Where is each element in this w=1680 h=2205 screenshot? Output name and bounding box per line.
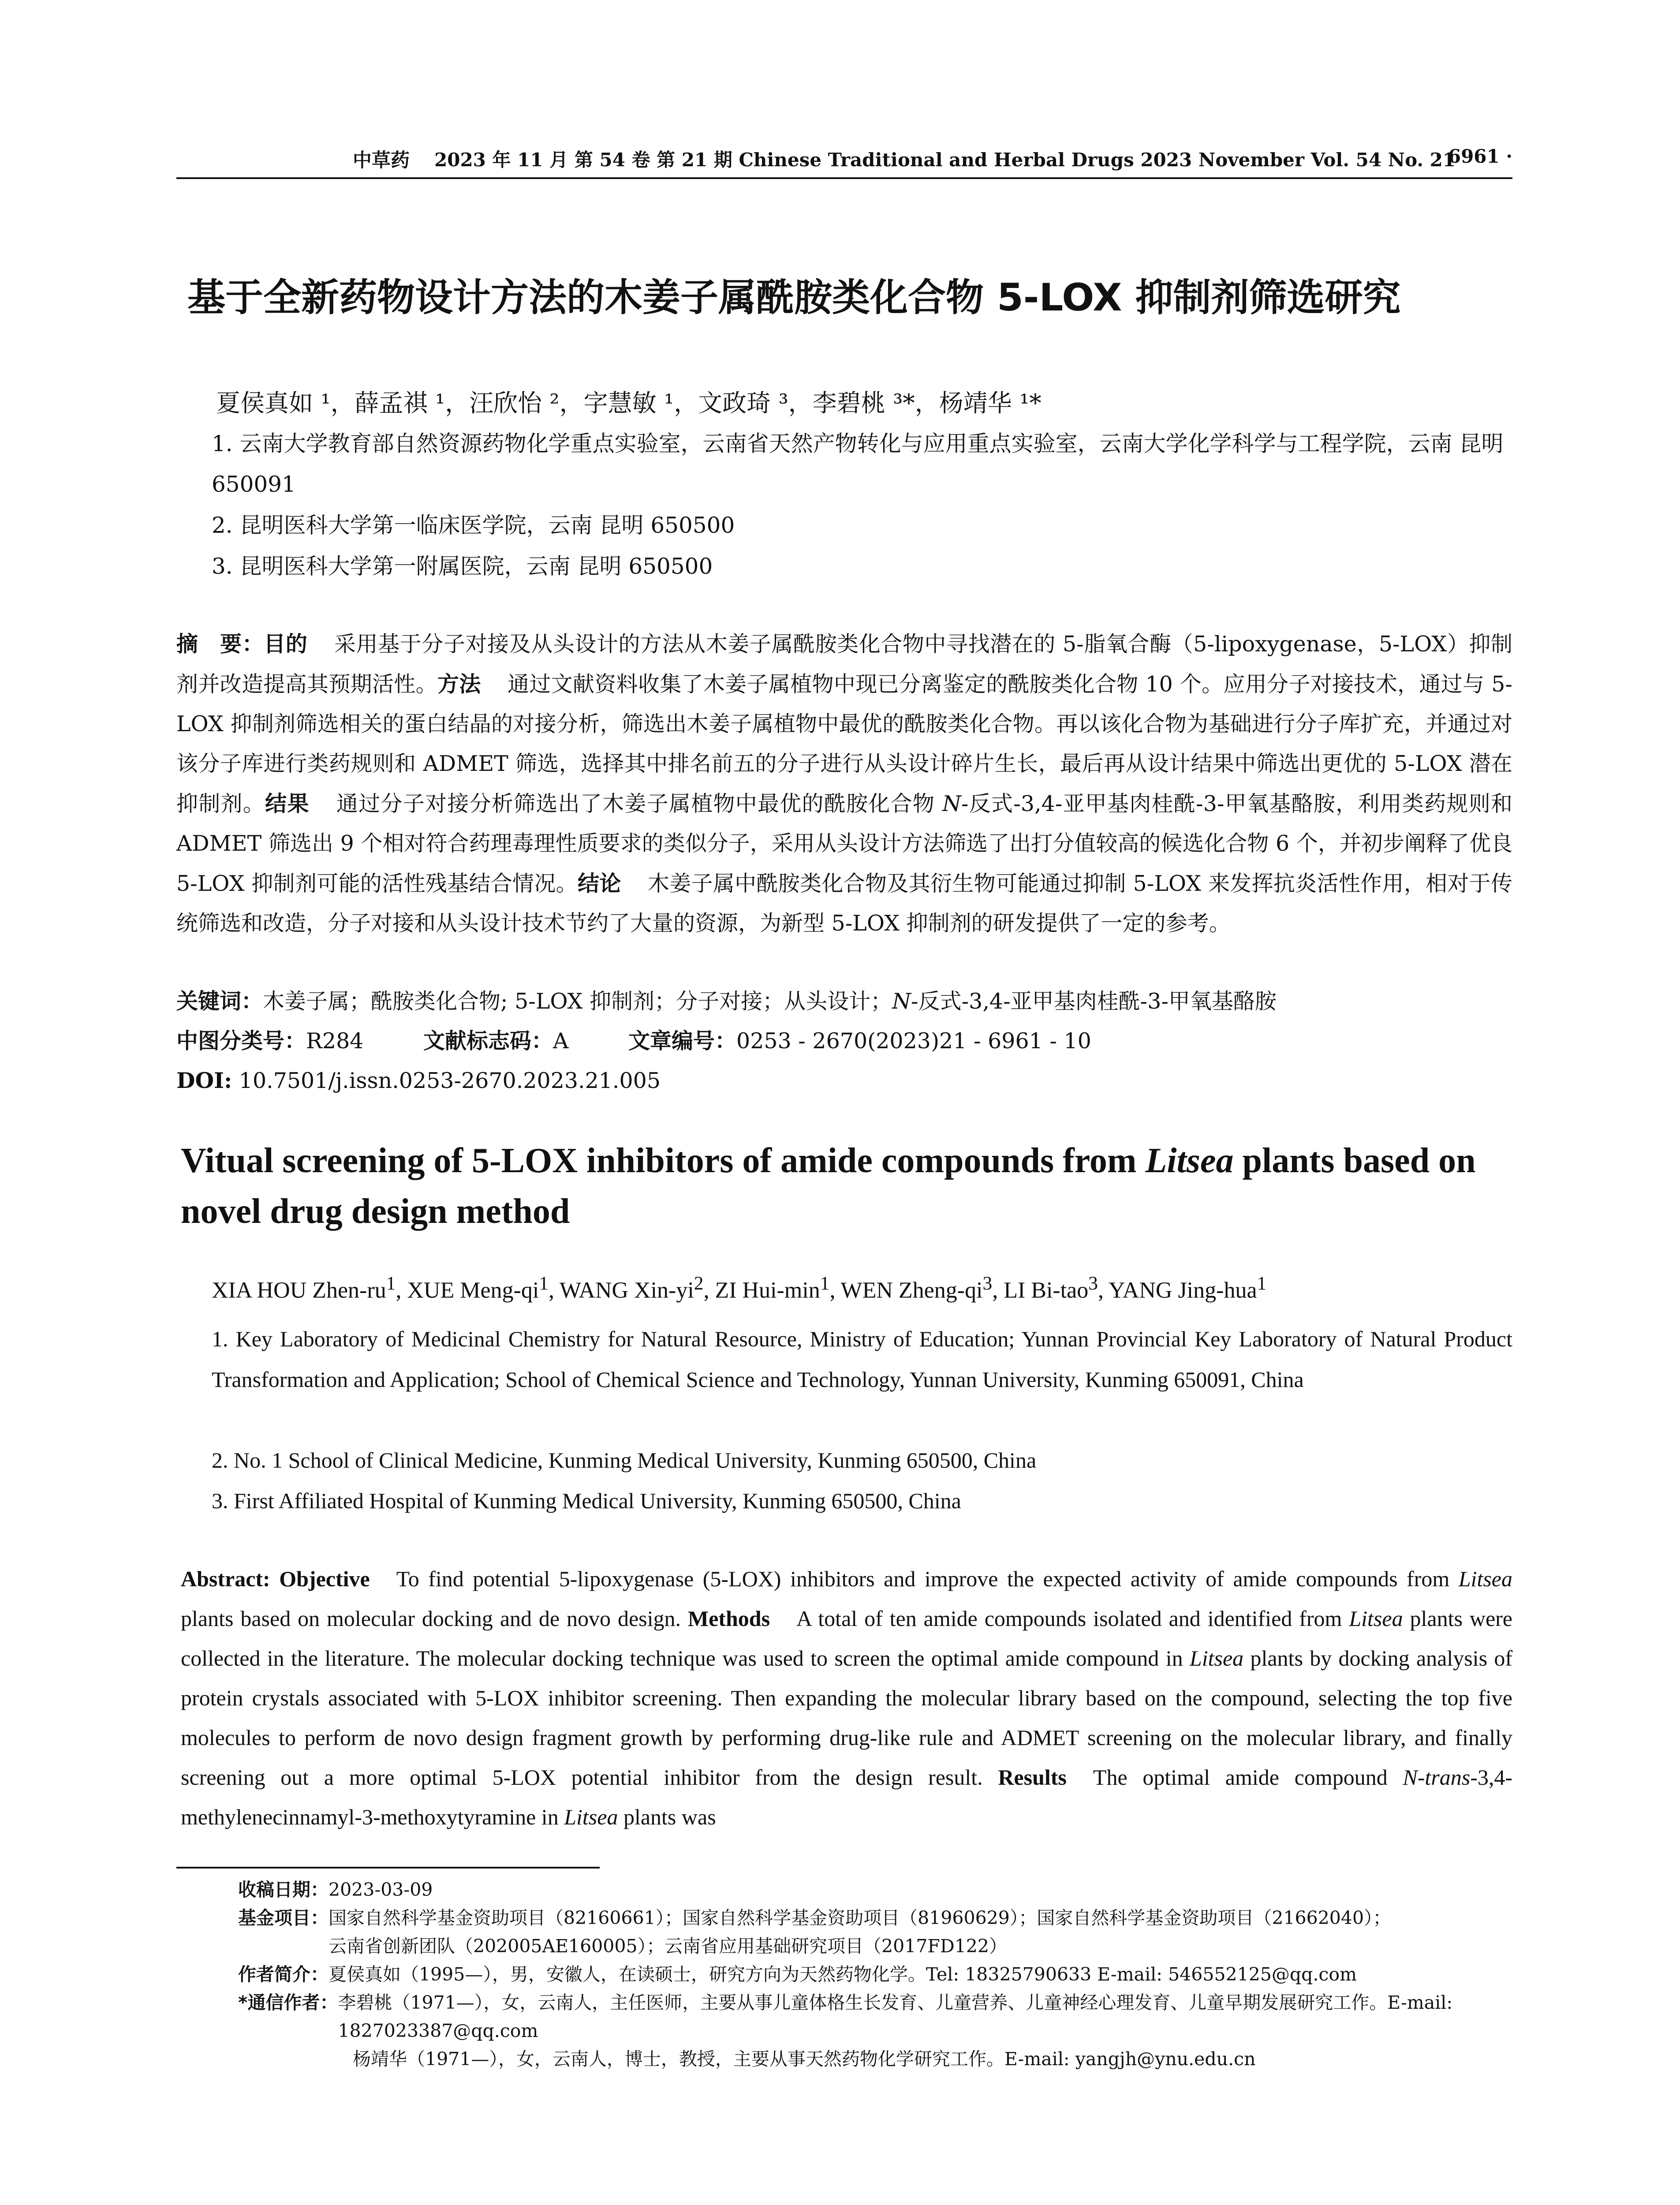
authors-cn: 夏侯真如 ¹，薛孟祺 ¹，汪欣怡 ²，字慧敏 ¹，文政琦 ³，李碧桃 ³*，杨靖华 ¹* — [216, 389, 1042, 417]
author-en: , XUE Meng-qi — [396, 1278, 539, 1303]
affiliation-en-3: 3. First Affiliated Hospital of Kunming Medical University, Kunming 650500, China — [212, 1488, 961, 1513]
author-bio-value: 夏侯真如（1995—），男，安徽人，在读硕士，研究方向为天然药物化学。Tel: 18325790633 E-mail: 546552125@qq.com — [329, 1964, 1357, 1985]
corresponding-label: *通信作者： — [238, 1992, 338, 2013]
affiliation-cn-2: 2. 昆明医科大学第一临床医学院，云南 昆明 650500 — [212, 512, 735, 538]
objective-text-cn: 采用基于分子对接及从头设计的方法从木姜子属酰胺类化合物中寻找潜在的 5-脂氧合酶（5-lipoxygenase，5-LOX）抑制剂并改造提高其预期活性。 — [176, 632, 1512, 697]
methods-label-cn: 方法 — [437, 671, 481, 697]
fund-value-2: 云南省创新团队（202005AE160005）；云南省应用基础研究项目（2017FD122） — [329, 1936, 1007, 1957]
author-en: , YANG Jing-hua — [1098, 1278, 1257, 1303]
results-text-en-2: -3,4-methylenecinnamyl-3-methoxytyramine in — [181, 1765, 1513, 1829]
results-label-cn: 结果 — [265, 791, 310, 816]
methods-text-cn: 通过文献资料收集了木姜子属植物中现已分离鉴定的酰胺类化合物 10 个。应用分子对接技术，通过与 5-LOX 抑制剂筛选相关的蛋白结晶的对接分析，筛选出木姜子属植物中最优的酰胺类化合物。再以该化合物为基础进行分子库扩充，并通过对该分子库进行类药规则和 ADMET 筛选，选择其中排名前五的分子进行从头设计碎片生长，最后再从设计结果中筛选出更优的 5-LOX 潜在抑制剂。 — [176, 672, 1512, 816]
title-en-part-1: Vitual screening of 5-LOX inhibitors of amide compounds from — [181, 1141, 1146, 1180]
header-rule — [176, 177, 1512, 179]
methods-italic-en-1: Litsea — [1349, 1606, 1403, 1631]
doc-code-label: 文献标志码： — [423, 1028, 553, 1054]
keywords-text-cn-1: 木姜子属；酰胺类化合物; 5-LOX 抑制剂；分子对接；从头设计； — [263, 989, 892, 1014]
classification-line — [176, 1021, 1512, 1061]
results-italic-en-2: Litsea — [564, 1805, 618, 1829]
author-sup: 1 — [539, 1273, 549, 1294]
methods-text-en-2: plants were collected in the literature. The molecular docking technique was used to screen the optimal amide compound in — [181, 1606, 1512, 1671]
keywords-italic-cn: N- — [892, 989, 918, 1014]
title-en-italic: Litsea — [1145, 1141, 1234, 1180]
conclusion-label-cn: 结论 — [578, 871, 621, 896]
results-text-cn-2: 反式-3,4-亚甲基肉桂酰-3-甲氧基酪胺，利用类药规则和 ADMET 筛选出 9 个相对符合药理毒理性质要求的类似分子，采用从头设计方法筛选了出打分值较高的候选化合物 6 个，并初步阐释了优良 5-LOX 抑制剂可能的活性残基结合情况。 — [176, 791, 1512, 896]
affiliation-en-2: 2. No. 1 School of Clinical Medicine, Kunming Medical University, Kunming 650500, China — [212, 1448, 1037, 1472]
footnote-fund — [238, 1904, 1517, 1960]
objective-text-en-2: plants based on molecular docking and de novo design. — [181, 1606, 688, 1631]
author-sup: 1 — [1257, 1273, 1267, 1294]
objective-label-cn: 目的 — [264, 631, 308, 657]
objective-text-en-1: To find potential 5-lipoxygenase (5-LOX) inhibitors and improve the expected activity of amide compounds from — [396, 1566, 1459, 1591]
abstract-label-cn: 摘 要： — [176, 631, 264, 657]
keywords-label-cn: 关键词： — [176, 988, 263, 1014]
methods-text-en-3: plants by docking analysis of protein crystals associated with 5-LOX inhibitor screening. Then expanding the molecular library based on the compound, selecting the top five molecules to perform de novo design fragment growth by performing drug-like rule and ADMET screening on the molecular library, and finally screening out a more optimal 5-LOX potential inhibitor from the design result. — [181, 1646, 1512, 1790]
article-no-label: 文章编号： — [628, 1028, 737, 1054]
methods-label-en: Methods — [687, 1606, 770, 1631]
author-sup: 2 — [694, 1273, 704, 1294]
footnote-author — [238, 1960, 1517, 1988]
author-en: , ZI Hui-min — [703, 1278, 820, 1303]
affiliation-cn-1: 1. 云南大学教育部自然资源药物化学重点实验室，云南省天然产物转化与应用重点实验室，云南大学化学科学与工程学院，云南 昆明 650091 — [212, 431, 1504, 497]
footnote-received — [238, 1876, 1517, 1904]
fund-label: 基金项目： — [238, 1907, 329, 1928]
affiliation-cn-3: 3. 昆明医科大学第一附属医院，云南 昆明 650500 — [212, 553, 713, 579]
conclusion-text-cn: 木姜子属中酰胺类化合物及其衍生物可能通过抑制 5-LOX 来发挥抗炎活性作用，相对于传统筛选和改造，分子对接和从头设计技术节约了大量的资源，为新型 5-LOX 抑制剂的研发提供了一定的参考。 — [176, 871, 1512, 936]
corresponding-value-1: 李碧桃（1971—），女，云南人，主任医师，主要从事儿童体格生长发育、儿童营养、儿童神经心理发育、儿童早期发展研究工作。E-mail: 1827023387@qq.com — [338, 1992, 1453, 2041]
methods-italic-en-2: Litsea — [1189, 1646, 1244, 1671]
author-sup: 3 — [982, 1273, 993, 1294]
results-compound-prefix-cn: N- — [942, 791, 969, 816]
abstract-cn — [176, 624, 1512, 943]
doc-code-value: A — [553, 1028, 569, 1054]
methods-text-en-1: A total of ten amide compounds isolated and identified from — [796, 1606, 1349, 1631]
authors-en — [212, 1272, 1517, 1303]
affiliation-en-1: 1. Key Laboratory of Medicinal Chemistry for Natural Resource, Ministry of Education; Yunnan Provincial Key Laboratory of Natural Product Transformation and Application; School of Chemical Science and Technology, Yunnan University, Kunming 650091, China — [212, 1327, 1512, 1392]
results-text-en-1: The optimal amide compound — [1093, 1765, 1403, 1790]
running-header — [176, 146, 1512, 172]
footnotes — [238, 1876, 1517, 2073]
author-sup: 1 — [820, 1273, 830, 1294]
keywords-cn — [176, 981, 1512, 1021]
received-label: 收稿日期： — [238, 1879, 329, 1900]
title-en-part-2: plants based on novel drug design method — [181, 1141, 1476, 1231]
results-text-cn-1: 通过分子对接分析筛选出了木姜子属植物中最优的酰胺化合物 — [336, 791, 943, 816]
footnote-corresponding — [238, 1988, 1517, 2045]
article-no-value: 0253 - 2670(2023)21 - 6961 - 10 — [736, 1028, 1091, 1054]
corresponding-value-2: 杨靖华（1971—），女，云南人，博士，教授，主要从事天然药物化学研究工作。E-mail: yangjh@ynu.edu.cn — [353, 2048, 1256, 2070]
doi-line — [176, 1061, 1512, 1101]
clc-label: 中图分类号： — [176, 1028, 306, 1054]
author-en: XIA HOU Zhen-ru — [212, 1278, 386, 1303]
paper-title-en — [181, 1136, 1517, 1237]
author-bio-label: 作者简介： — [238, 1964, 329, 1985]
fund-value-1: 国家自然科学基金资助项目（82160661）；国家自然科学基金资助项目（81960629）；国家自然科学基金资助项目（21662040）； — [329, 1907, 1391, 1928]
objective-italic-en: Litsea — [1458, 1566, 1512, 1591]
results-text-en-3: plants was — [618, 1805, 716, 1829]
author-en: , LI Bi-tao — [992, 1278, 1089, 1303]
footnote-rule — [176, 1867, 600, 1869]
journal-issue-line: 2023 年 11 月 第 54 卷 第 21 期 Chinese Traditional and Herbal Drugs 2023 November Vol. 54 No. 21 — [434, 149, 1456, 171]
received-value: 2023-03-09 — [329, 1879, 433, 1900]
doi-value[interactable]: 10.7501/j.issn.0253-2670.2023.21.005 — [232, 1068, 661, 1093]
author-sup: 3 — [1088, 1273, 1098, 1294]
results-label-en: Results — [998, 1765, 1067, 1790]
abstract-objective-label-en: Abstract: Objective — [181, 1566, 370, 1591]
page-number: · 6961 · — [1435, 146, 1512, 167]
abstract-en — [181, 1559, 1512, 1837]
paper-title-cn: 基于全新药物设计方法的木姜子属酰胺类化合物 5-LOX 抑制剂筛选研究 — [187, 276, 1401, 320]
journal-name-cn: 中草药 — [353, 149, 410, 172]
keywords-text-cn-2: 反式-3,4-亚甲基肉桂酰-3-甲氧基酪胺 — [918, 989, 1277, 1014]
author-sup: 1 — [386, 1273, 396, 1294]
results-italic-en: N-trans — [1403, 1765, 1471, 1790]
author-en: , WEN Zheng-qi — [829, 1278, 983, 1303]
clc-value: R284 — [306, 1028, 364, 1054]
author-en: , WANG Xin-yi — [548, 1278, 694, 1303]
doi-label: DOI: — [176, 1068, 232, 1093]
